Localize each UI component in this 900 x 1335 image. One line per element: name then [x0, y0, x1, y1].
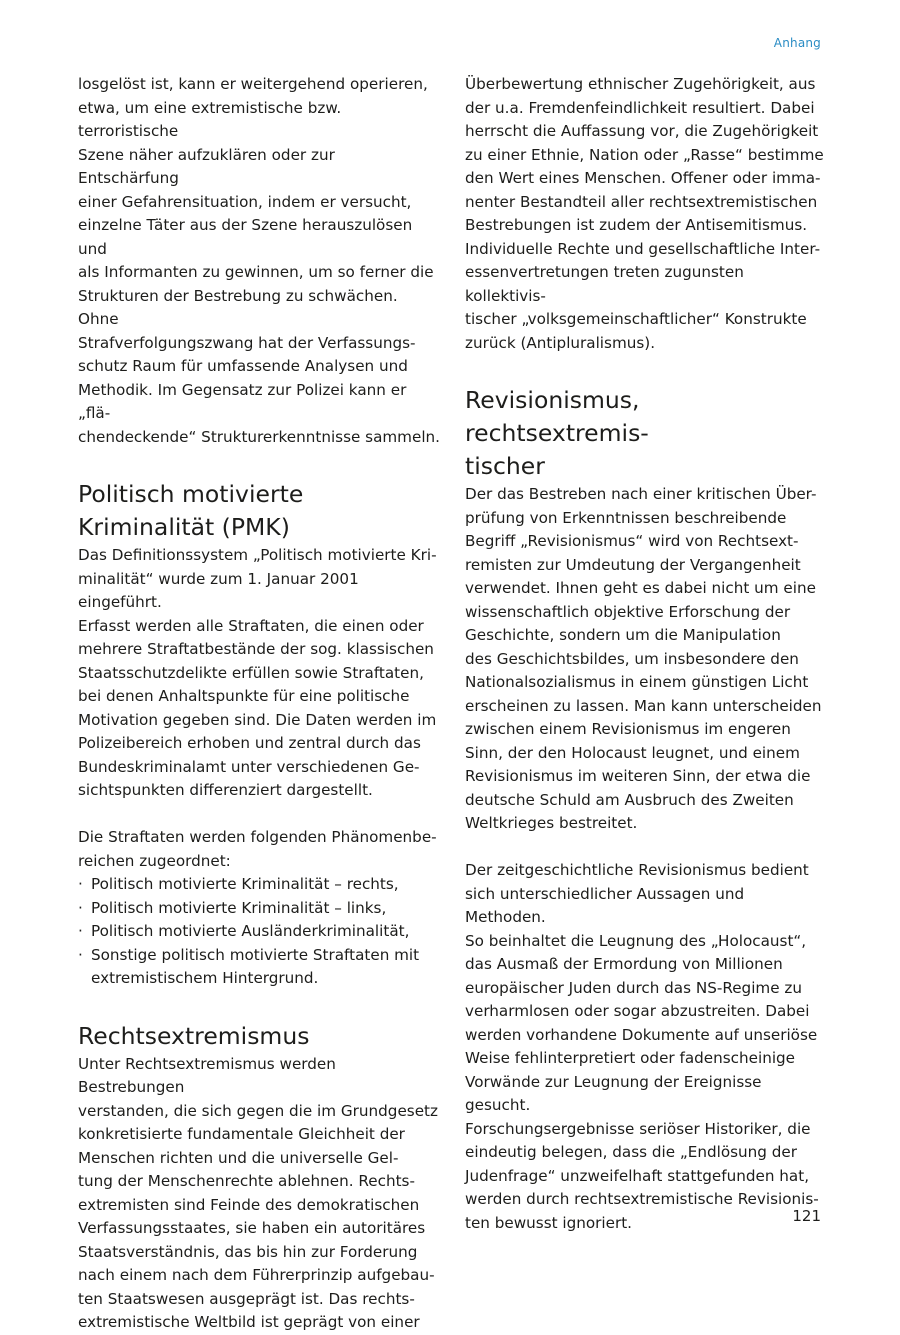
list-item: · Sonstige politisch motivierte Straftaten mit extremistischem Hintergrund. [78, 944, 440, 991]
list-item: · Politisch motivierte Kriminalität – links, [78, 897, 440, 921]
section-rechtsextremismus [78, 1020, 440, 1335]
section-revisionismus [465, 384, 827, 1235]
right-column [465, 73, 827, 1235]
section-pmk [78, 478, 440, 991]
running-header: Anhang [773, 36, 821, 50]
list-item: · Politisch motivierte Ausländerkriminalität, [78, 920, 440, 944]
list-item: · Politisch motivierte Kriminalität – rechts, [78, 873, 440, 897]
left-intro-paragraph: losgelöst ist, kann er weitergehend operieren, etwa, um eine extremistische bzw. terroristische Szene näher aufzuklären oder zur Entschärfung einer Gefahrensituation, indem er versucht, einzelne Täter aus der Szene herauszulösen und als Informanten zu gewinnen, um so ferner die Strukturen der Bestrebung zu schwächen. Ohne Strafverfolgungszwang hat der Verfassungs- schutz Raum für umfassende Analysen und Methodik. Im Gegensatz zur Polizei kann er „flä- chendeckende“ Strukturerkenntnisse sammeln. [78, 75, 440, 446]
right-intro-paragraph: Überbewertung ethnischer Zugehörigkeit, aus der u.a. Fremdenfeindlichkeit resultiert. Dabei herrscht die Auffassung vor, die Zugehörigkeit zu einer Ethnie, Nation oder „Rasse“ bestimme den Wert eines Menschen. Offener oder imma- nenter Bestandteil aller rechtsextremistischen Bestrebungen ist zudem der Antisemitismus. Individuelle Rechte und gesellschaftliche Inter- essenvertretungen treten zugunsten kollektivis- tischer „volksgemeinschaftlicher“ Konstrukte zurück (Antipluralismus). [465, 75, 824, 352]
left-column [78, 73, 440, 1335]
revisionismus-paragraph-1: Der das Bestreben nach einer kritischen Über- prüfung von Erkenntnissen beschreibende Begriff „Revisionismus“ wird von Rechtsext- remisten zur Umdeutung der Vergangenheit verwendet. Ihnen geht es dabei nicht um eine wissenschaftlich objektive Erforschung der Geschichte, sondern um die Manipulation des Geschichtsbildes, um insbesondere den Nationalsozialismus in einem günstigen Licht erscheinen zu lassen. Man kann unterscheiden zwischen einem Revisionismus im engeren Sinn, der den Holocaust leugnet, und einem Revisionismus im weiteren Sinn, der etwa die deutsche Schuld am Ausbruch des Zweiten Weltkrieges bestreitet. [465, 485, 822, 832]
revisionismus-paragraph-2: Der zeitgeschichtliche Revisionismus bedient sich unterschiedlicher Aussagen und Methoden. So beinhaltet die Leugnung des „Holocaust“, das Ausmaß der Ermordung von Millionen europäischer Juden durch das NS-Regime zu verharmlosen oder sogar abzustreiten. Dabei werden vorhandene Dokumente auf unseriöse Weise fehlinterpretiert oder fadenscheinige Vorwände zur Leugnung der Ereignisse gesucht. Forschungsergebnisse seriöser Historiker, die eindeutig belegen, dass die „Endlösung der Judenfrage“ unzweifelhaft stattgefunden hat, werden durch rechtsextremistische Revisionis- ten bewusst ignoriert. [465, 861, 819, 1232]
pmk-paragraph-2: Die Straftaten werden folgenden Phänomenbe- reichen zugeordnet: [78, 828, 437, 870]
section-heading-pmk: Politisch motivierte Kriminalität (PMK) [78, 480, 304, 541]
rechtsextremismus-paragraph: Unter Rechtsextremismus werden Bestrebungen verstanden, die sich gegen die im Grundgesetz konkretisierte fundamentale Gleichheit der Menschen richten und die universelle Gel- tung der Menschenrechte ablehnen. Rechts- extremisten sind Feinde des demokratischen Verfassungsstaates, sie haben ein autoritäres Staatsverständnis, das bis hin zur Forderung nach einem nach dem Führerprinzip aufgebau- ten Staatswesen ausgeprägt ist. Das rechts- extremistische Weltbild ist geprägt von einer [78, 1054, 438, 1331]
page-number: 121 [792, 1207, 821, 1225]
pmk-bullet-list [78, 873, 440, 991]
section-heading-revisionismus: Revisionismus, rechtsextremis- tischer [465, 386, 649, 480]
pmk-paragraph-1: Das Definitionssystem „Politisch motivierte Kri- minalität“ wurde zum 1. Januar 2001 eingeführt. Erfasst werden alle Straftaten, die einen oder mehrere Straftatbestände der sog. klassischen Staatsschutzdelikte erfüllen sowie Straftaten, bei denen Anhaltspunkte für eine politische Motivation gegeben sind. Die Daten werden im Polizeibereich erhoben und zentral durch das Bundeskriminalamt unter verschiedenen Ge- sichtspunkten differenziert dargestellt. [78, 546, 437, 799]
section-heading-rechtsextremismus: Rechtsextremismus [78, 1021, 310, 1050]
